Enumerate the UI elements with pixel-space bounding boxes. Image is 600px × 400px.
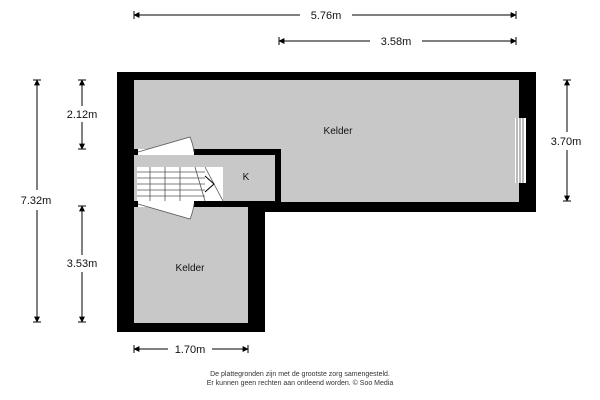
- dim-bottom-height: 3.53m: [66, 258, 98, 270]
- dim-overall-height: 7.32m: [20, 195, 52, 207]
- wall-k-right: [275, 149, 281, 207]
- stairs: [137, 167, 223, 201]
- room-label-kelder-bottom: Kelder: [175, 263, 205, 274]
- wall-lower-connector: [248, 201, 265, 213]
- footer-disclaimer: [0, 370, 600, 388]
- dim-top-height: 2.12m: [66, 109, 98, 121]
- footer-line-1: De plattegronden zijn met de grootste zorg samengesteld.: [210, 371, 390, 378]
- footer-line-2: Er kunnen geen rechten aan ontleend worden. © Soo Media: [206, 380, 394, 387]
- dim-right-height: 3.70m: [550, 136, 582, 148]
- room-label-kelder-top: Kelder: [323, 126, 353, 137]
- window-right: [515, 118, 526, 183]
- dim-right-width: 3.58m: [380, 36, 412, 48]
- dim-overall-width: 5.76m: [310, 10, 342, 22]
- dim-bottom-width: 1.70m: [174, 344, 206, 356]
- room-label-k: K: [242, 172, 250, 183]
